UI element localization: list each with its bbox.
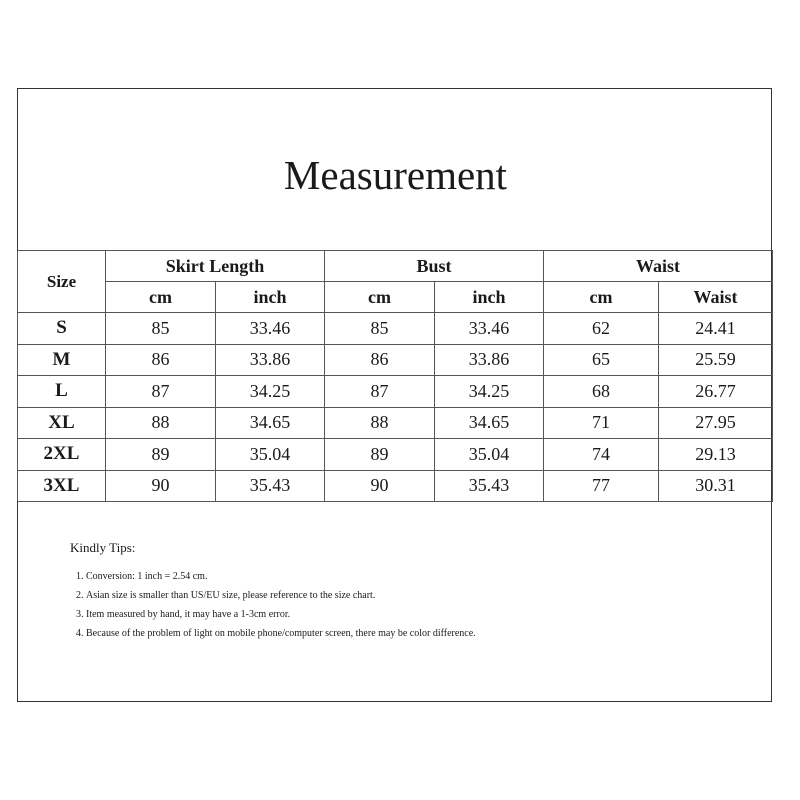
- table-cell: 87: [106, 376, 216, 408]
- skirt-length-header: Skirt Length: [106, 251, 325, 282]
- table-row: [18, 439, 773, 471]
- table-cell: 89: [325, 439, 435, 471]
- table-cell: 71: [544, 407, 659, 439]
- table-cell: 27.95: [659, 407, 773, 439]
- size-cell: S: [18, 313, 106, 345]
- table-cell: 89: [106, 439, 216, 471]
- table-row: [18, 313, 773, 345]
- table-cell: 65: [544, 344, 659, 376]
- table-cell: 86: [106, 344, 216, 376]
- size-cell: 3XL: [18, 470, 106, 502]
- table-cell: 86: [325, 344, 435, 376]
- tip-item: 2. Asian size is smaller than US/EU size, please reference to the size chart.: [86, 589, 490, 603]
- size-cell: 2XL: [18, 439, 106, 471]
- size-cell: L: [18, 376, 106, 408]
- unit-header: inch: [216, 282, 325, 313]
- table-cell: 87: [325, 376, 435, 408]
- table-cell: 34.65: [216, 407, 325, 439]
- table-cell: 90: [325, 470, 435, 502]
- table-row: [18, 407, 773, 439]
- table-cell: 34.25: [435, 376, 544, 408]
- tip-item: 1. Conversion: 1 inch = 2.54 cm.: [86, 570, 490, 584]
- table-cell: 62: [544, 313, 659, 345]
- table-header-row: [18, 251, 773, 282]
- table-cell: 35.04: [216, 439, 325, 471]
- unit-header: inch: [435, 282, 544, 313]
- size-cell: XL: [18, 407, 106, 439]
- table-cell: 33.46: [216, 313, 325, 345]
- table-row: [18, 470, 773, 502]
- table-body: [18, 313, 773, 502]
- table-subheader-row: [18, 282, 773, 313]
- table-cell: 26.77: [659, 376, 773, 408]
- table-cell: 34.65: [435, 407, 544, 439]
- table-cell: 74: [544, 439, 659, 471]
- table-cell: 30.31: [659, 470, 773, 502]
- table-row: [18, 344, 773, 376]
- table-cell: 25.59: [659, 344, 773, 376]
- table-cell: 88: [325, 407, 435, 439]
- table-cell: 77: [544, 470, 659, 502]
- table-cell: 90: [106, 470, 216, 502]
- size-table: [17, 250, 773, 502]
- tip-item: 4. Because of the problem of light on mobile phone/computer screen, there may be color difference.: [86, 627, 490, 641]
- table-cell: 33.86: [216, 344, 325, 376]
- unit-header: cm: [544, 282, 659, 313]
- size-column-header: Size: [18, 251, 106, 313]
- table-cell: 85: [106, 313, 216, 345]
- table-cell: 35.43: [435, 470, 544, 502]
- unit-header: Waist: [659, 282, 773, 313]
- size-cell: M: [18, 344, 106, 376]
- tips-title: Kindly Tips:: [70, 540, 136, 555]
- kindly-tips: [70, 540, 490, 646]
- table-cell: 29.13: [659, 439, 773, 471]
- table-cell: 35.04: [435, 439, 544, 471]
- table-cell: 35.43: [216, 470, 325, 502]
- table-cell: 24.41: [659, 313, 773, 345]
- table-cell: 33.46: [435, 313, 544, 345]
- tip-item: 3. Item measured by hand, it may have a 1-3cm error.: [86, 608, 490, 622]
- page-title: Measurement: [283, 152, 508, 198]
- waist-header: Waist: [544, 251, 773, 282]
- tips-list: [70, 570, 490, 641]
- unit-header: cm: [106, 282, 216, 313]
- table-cell: 85: [325, 313, 435, 345]
- table-cell: 34.25: [216, 376, 325, 408]
- table-cell: 33.86: [435, 344, 544, 376]
- bust-header: Bust: [325, 251, 544, 282]
- unit-header: cm: [325, 282, 435, 313]
- table-row: [18, 376, 773, 408]
- table-cell: 68: [544, 376, 659, 408]
- table-cell: 88: [106, 407, 216, 439]
